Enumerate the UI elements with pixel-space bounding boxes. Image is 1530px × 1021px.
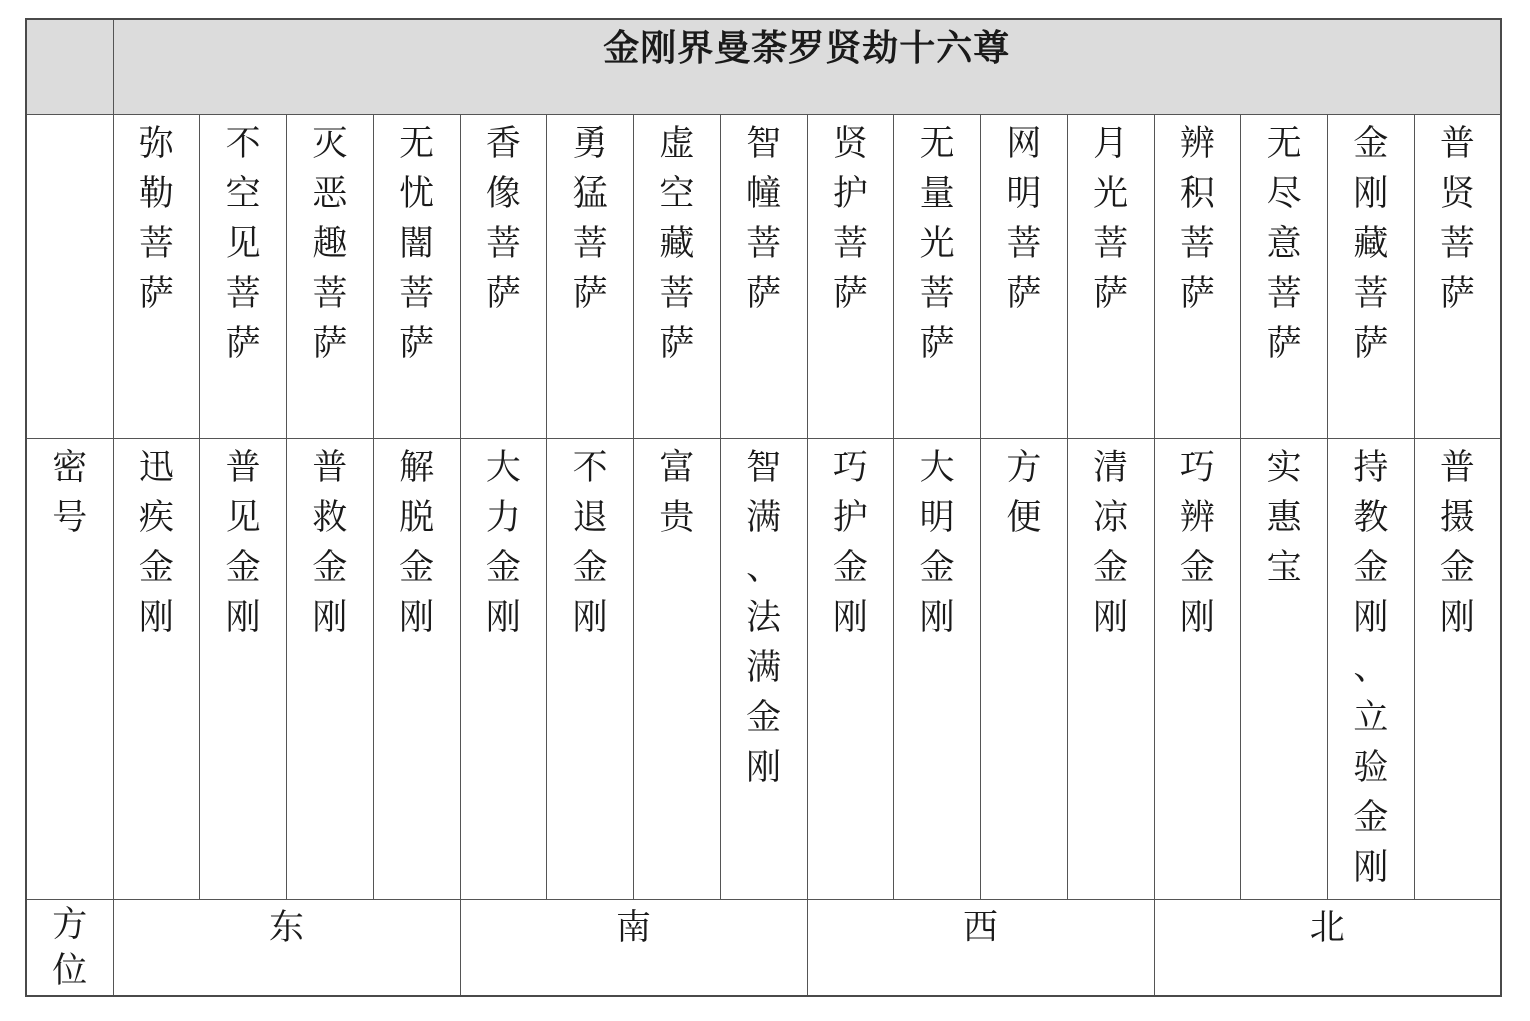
secret-name-cell	[981, 438, 1068, 899]
bodhisattva-name-cell	[1414, 114, 1501, 438]
header-row	[26, 19, 1501, 114]
secret-name-cell	[807, 438, 894, 899]
secret-name-cell	[1414, 438, 1501, 899]
bodhisattva-name: 无 尽 意 菩 萨	[1266, 123, 1302, 364]
bodhisattva-name: 金 刚 藏 菩 萨	[1353, 123, 1389, 364]
bodhisattva-name: 辨 积 菩 萨	[1179, 123, 1215, 314]
bodhisattva-name: 不 空 见 菩 萨	[225, 123, 261, 364]
secret-name-cell	[460, 438, 547, 899]
secret-name-label: 密 号	[52, 447, 88, 538]
direction-north: 北	[1154, 899, 1501, 996]
secret-name: 迅 疾 金 刚	[138, 447, 174, 638]
bodhisattva-name: 智 幢 菩 萨	[746, 123, 782, 314]
bodhisattva-name: 无 量 光 菩 萨	[919, 123, 955, 364]
bodhisattva-name-cell	[200, 114, 287, 438]
header-corner-cell	[26, 19, 113, 114]
bodhisattva-name-cell	[1328, 114, 1415, 438]
bodhisattva-name-cell	[1154, 114, 1241, 438]
bodhisattva-table	[25, 18, 1502, 997]
secret-name-cell	[720, 438, 807, 899]
bodhisattva-name: 贤 护 菩 萨	[832, 123, 868, 314]
names-label-cell	[26, 114, 113, 438]
bodhisattva-name-cell	[1067, 114, 1154, 438]
bodhisattva-name-cell	[547, 114, 634, 438]
secret-name-cell	[1154, 438, 1241, 899]
secret-name-cell	[1328, 438, 1415, 899]
bodhisattva-name-cell	[981, 114, 1068, 438]
secret-name: 持 教 金 刚 、 立 验 金 刚	[1353, 447, 1389, 888]
direction-east: 东	[113, 899, 460, 996]
secret-name-cell	[373, 438, 460, 899]
secret-name: 巧 辨 金 刚	[1179, 447, 1215, 638]
secret-name: 巧 护 金 刚	[832, 447, 868, 638]
secret-name: 实 惠 宝	[1266, 447, 1302, 588]
direction-label: 方 位	[52, 904, 88, 991]
bodhisattva-name-cell	[720, 114, 807, 438]
secret-name-cell	[1067, 438, 1154, 899]
direction-label-cell	[26, 899, 113, 996]
bodhisattva-name-cell	[634, 114, 721, 438]
bodhisattva-name: 无 忧 闇 菩 萨	[399, 123, 435, 364]
direction-west: 西	[807, 899, 1154, 996]
bodhisattva-name-cell	[113, 114, 200, 438]
bodhisattva-name: 香 像 菩 萨	[485, 123, 521, 314]
secret-name-cell	[547, 438, 634, 899]
secret-name: 富 贵	[659, 447, 695, 538]
bodhisattva-name: 月 光 菩 萨	[1093, 123, 1129, 314]
bodhisattva-name: 普 贤 菩 萨	[1439, 123, 1475, 314]
bodhisattva-name-cell	[894, 114, 981, 438]
secret-name-cell	[200, 438, 287, 899]
table-title: 金刚界曼荼罗贤劫十六尊	[113, 19, 1501, 114]
secret-name-cell	[287, 438, 374, 899]
direction-row	[26, 899, 1501, 996]
names-row	[26, 114, 1501, 438]
secret-name-cell	[894, 438, 981, 899]
secret-label-cell	[26, 438, 113, 899]
bodhisattva-name: 虚 空 藏 菩 萨	[659, 123, 695, 364]
secret-name: 方 便	[1006, 447, 1042, 538]
direction-south: 南	[460, 899, 807, 996]
bodhisattva-name-cell	[807, 114, 894, 438]
secret-name: 大 明 金 刚	[919, 447, 955, 638]
secret-name: 普 救 金 刚	[312, 447, 348, 638]
bodhisattva-name-cell	[373, 114, 460, 438]
secret-name-cell	[113, 438, 200, 899]
bodhisattva-name-cell	[460, 114, 547, 438]
secret-name: 普 见 金 刚	[225, 447, 261, 638]
bodhisattva-name-cell	[1241, 114, 1328, 438]
secret-name: 大 力 金 刚	[485, 447, 521, 638]
bodhisattva-name-cell	[287, 114, 374, 438]
secret-name-row	[26, 438, 1501, 899]
bodhisattva-name: 灭 恶 趣 菩 萨	[312, 123, 348, 364]
secret-name-cell	[634, 438, 721, 899]
bodhisattva-name: 勇 猛 菩 萨	[572, 123, 608, 314]
secret-name: 清 凉 金 刚	[1093, 447, 1129, 638]
secret-name: 普 摄 金 刚	[1439, 447, 1475, 638]
secret-name: 解 脱 金 刚	[399, 447, 435, 638]
secret-name: 智 满 、 法 满 金 刚	[746, 447, 782, 788]
bodhisattva-name: 网 明 菩 萨	[1006, 123, 1042, 314]
bodhisattva-name: 弥 勒 菩 萨	[138, 123, 174, 314]
secret-name: 不 退 金 刚	[572, 447, 608, 638]
secret-name-cell	[1241, 438, 1328, 899]
